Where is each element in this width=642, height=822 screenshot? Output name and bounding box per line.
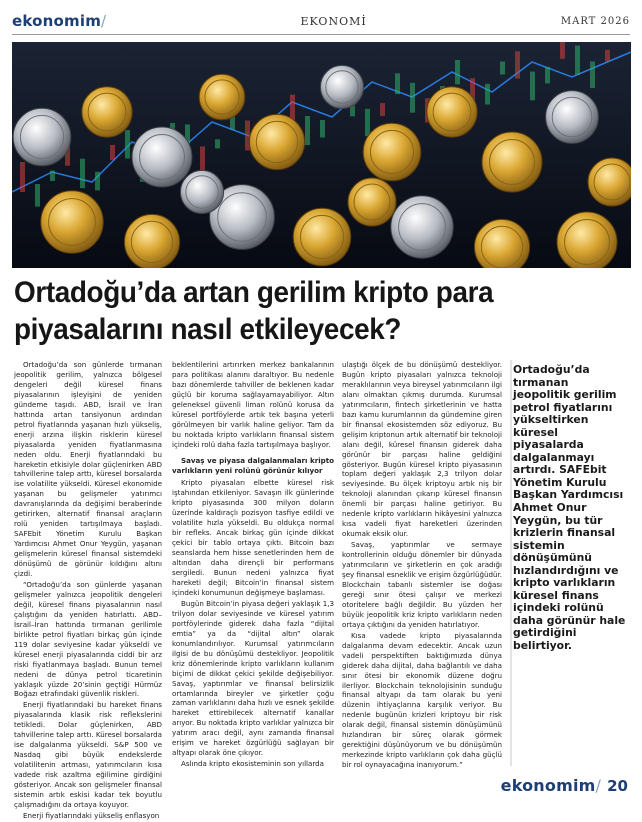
article-title [14, 274, 572, 348]
title-line-2: piyasalarını nasıl etkileyecek? [14, 313, 402, 346]
paragraph: ulaştığı ölçek de bu dönüşümü destekliyor. Bugün kripto piyasaları yalnızca teknoloji meraklılarının veya bireysel yatırımcıların ilgi alanı olmaktan çıkmış durumda. Kurumsal yatırımcıların, fintech şirketlerinin ve hatta bazı kamu kurumlarının da gündemine giren bir finansal ekosistemden söz ediyoruz. Bu gelişim kriptonun artık alternatif bir teknoloji alanı değil, küresel finansın giderek daha görünür bir parçası haline geldiğini gösteriyor. Bugün küresel kripto piyasasının toplam değeri yaklaşık 2,3 trilyon dolar seviyesinde. Bu ölçek kriptoyu artık niş bir teknoloji alanından çıkarıp küresel finansın önemli bir parçası haline getiriyor. Bu nedenle kripto varlıkların hikâyesini yalnızca kısa vadeli fiyat hareketleri üzerinden okumak eksik olur. [342, 360, 502, 539]
silver-bitcoin-coin [13, 108, 71, 166]
paragraph: Kısa vadede kripto piyasalarında dalgalanma devam edecektir. Ancak uzun vadeli perspektiften baktığımızda dünya giderek daha dijital, daha bağlantılı ve daha sınır ötesi bir ekonomik düzene doğru ilerliyor. Blockchain teknolojisinin sunduğu finansal altyapı da tam olarak bu yeni düzenin ihtiyaçlarına karşılık veriyor. Bu nedenle bugünün krizleri kriptoyu bir risk olarak değil, finansal sistemin dönüşümünü hızlandıran bir süreç olarak görmek gerektiğini düşünüyorum ve bu dönüşümün merkezinde kripto varlıkların çok daha güçlü bir rol oynayacağına inanıyorum.” [342, 630, 502, 770]
gold-bitcoin-coin [249, 114, 304, 169]
article-column-1 [14, 360, 162, 822]
gold-bitcoin-coin [124, 214, 179, 268]
gold-bitcoin-coin [82, 87, 132, 137]
paragraph: “Ortadoğu’da son günlerde yaşanan gelişmeler yalnızca jeopolitik dengeleri değil, küresel finans piyasalarının nasıl çalıştığını da yeniden hatırlattı. ABD–İsrail–İran hattında tırmanan gerilimle birlikte petrol fiyatları birkaç gün içinde 119 dolar seviyesine kadar yükseldi ve küresel enerji piyasalarında ciddi bir arz riski fiyatlanmaya başladı. Bunun temel nedeni de dünya petrol ticaretinin yaklaşık yüzde 20’sinin geçtiği Hürmüz Boğazı etrafındaki güvenlik riskleri. [14, 579, 162, 699]
silver-bitcoin-coin [320, 65, 363, 108]
section-label: EKONOMİ [300, 14, 367, 28]
paragraph: Aslında kripto ekosisteminin son yıllarda [181, 759, 325, 769]
paragraph: Enerji fiyatlarındaki yükseliş enflasyon [23, 810, 160, 820]
footer-logo: ekonomim/ [500, 776, 602, 795]
title-line-1: Ortadoğu’da artan gerilim kripto para [14, 276, 494, 309]
paragraph: Savaş, yaptırımlar ve sermaye kontrollerinin olduğu dönemler bir dünyada yatırımcıların ve şirketlerin en çok aradığı şey finansal esneklik ve erişim özgürlüğüdür. Blockchain tabanlı sistemler ise doğası gereği sınır ötesi çalışır ve merkezi otoritelere bağlı değildir. Bu yüzden her büyük jeopolitik kriz kripto varlıkların neden ortaya çıktığını da yeniden hatırlatıyor. [342, 540, 502, 629]
brand-logo: ekonomim/ [12, 12, 107, 30]
gold-bitcoin-coin [348, 178, 396, 226]
gold-bitcoin-coin [199, 74, 245, 120]
paragraph: Enerji fiyatlarındaki bu hareket finans piyasalarında klasik risk reflekslerini tetikledi. Dolar güçlenirken, ABD tahvillerine talep arttı. Küresel borsalarda ise dalgalanma yükseldi. S&P 500 ve Nasdaq gibi büyük endekslerde volatilitenin artması, yatırımcıların kısa vadede risk azaltma eğilimine girdiğini gösteriyor. Ancak son gelişmeler finansal sistemin artık eskisi kadar tek boyutlu çalışmadığını da ortaya koyuyor. [14, 700, 162, 809]
pull-quote-bar [510, 360, 512, 766]
issue-date: MART 2026 [560, 15, 630, 27]
article-photo [12, 42, 631, 268]
gold-bitcoin-coin [293, 208, 351, 266]
paragraph: Ortadoğu’da son günlerde tırmanan jeopolitik gerilim, yalnızca bölgesel dengeleri değil küresel finans piyasalarının işleyişini de yeniden gündeme taşıdı. ABD, İsrail ve İran hattında artan tansiyonun ardından petrol fiyatlarında yaşanan hızlı yükseliş, enerji arzına ilişkin risklerin küresel piyasalarda yeniden fiyatlanmasına neden oldu. Enerji fiyatlarındaki bu hareketin etkisiyle dolar güçlenirken ABD tahvillerine talep arttı, küresel borsalarda ise volatilite yükseldi. Küresel ekonomide yaşanan bu gelişmeler yatırımcı davranışlarında da değişimi beraberinde getirirken, alternatif finansal araçların rolü yeniden tartışılmaya başladı. SAFEbit Yönetim Kurulu Başkan Yardımcısı Ahmet Onur Yeygün, yaşanan gelişmelerin küresel finansal sistemdeki dönüşümü de görünür kıldığını altını çizdi. [14, 360, 162, 579]
gold-bitcoin-coin [482, 132, 542, 192]
paragraph: Bugün Bitcoin’in piyasa değeri yaklaşık 1,3 trilyon dolar seviyesinde ve küresel yatırım portföylerinde giderek daha fazla “dijital emtia” ya da “dijital altın” olarak konumlandırılıyor. Kurumsal yatırımcıların ilgisi de bu dönüşümü destekliyor. Jeopolitik kriz dönemlerinde kripto varlıkların kullanım biçimi de dikkat çekici şekilde değişebiliyor. Savaş, yaptırımlar ve finansal belirsizlik ortamlarında bireyler ve şirketler çoğu zaman varlıklarını daha hızlı ve esnek şekilde hareket ettirebilecek alternatif kanallar arıyor. Bu noktada kripto varlıklar yalnızca bir yatırım aracı değil, aynı zamanda finansal erişim ve hareket özgürlüğü sağlayan bir altyapı olarak öne çıkıyor. [172, 598, 334, 758]
article-column-2 [172, 360, 334, 770]
article-column-3 [342, 360, 502, 771]
gold-bitcoin-coin [557, 212, 617, 268]
silver-bitcoin-coin [546, 91, 599, 144]
page-header [12, 10, 630, 32]
gold-bitcoin-coin [363, 123, 421, 181]
header-divider [12, 34, 630, 35]
gold-bitcoin-coin [41, 191, 103, 253]
paragraph: beklentilerini artırırken merkez bankalarının para politikası alanını daraltıyor. Bu nedenle bazı dönemlerde tahviller de beklenen kadar güçlü bir koruma sağlayamayabiliyor. Altın geleneksel güvenli liman rolünü korusa da küresel portföylerde artık tek başına yeterli görülmeyen bir varlık haline geliyor. Tam da bu noktada kripto varlıkların finansal sistem içindeki rolü daha fazla tartışılmaya başlıyor. [172, 360, 334, 449]
gold-bitcoin-coin [427, 87, 477, 137]
page-footer [501, 776, 628, 795]
crypto-coins-image [12, 42, 631, 268]
subheading: Savaş ve piyasa dalgalanmaları kripto varlıkların yeni rolünü görünür kılıyor [172, 455, 334, 475]
paragraph: Kripto piyasaları elbette küresel risk iştahından etkileniyor. Savaşın ilk günlerinde kripto piyasasında 300 milyon doların üzerinde kaldıraçlı pozisyon tasfiye edildi ve volatilite hızla yükseldi. Bu oldukça normal bir refleks. Ancak birkaç gün içinde dikkat çekici bir tablo ortaya çıktı. Bitcoin bazı seanslarda hem hisse senetlerinden hem de altından daha dirençli bir performans sergiledi. Bunun nedeni yalnızca fiyat hareketi değil; Bitcoin’in finansal sistem içindeki konumunun değişmeye başlaması. [172, 478, 334, 597]
silver-bitcoin-coin [391, 196, 453, 258]
pull-quote: Ortadoğu’da tırmanan jeopolitik gerilim petrol fiyatlarını yükseltirken küresel piyasalarda dalgalanmayı artırdı. SAFEbit Yönetim Kurulu Başkan Yardımcısı Ahmet Onur Yeygün, bu tür krizlerin finansal sistemin dönüşümünü hızlandırdığını ve kripto varlıkların küresel finans içindeki rolünü daha görünür hale getirdiğini belirtiyor. [513, 363, 626, 653]
page-number: 20 [607, 776, 628, 795]
silver-bitcoin-coin [180, 170, 223, 213]
silver-bitcoin-coin [132, 127, 192, 187]
